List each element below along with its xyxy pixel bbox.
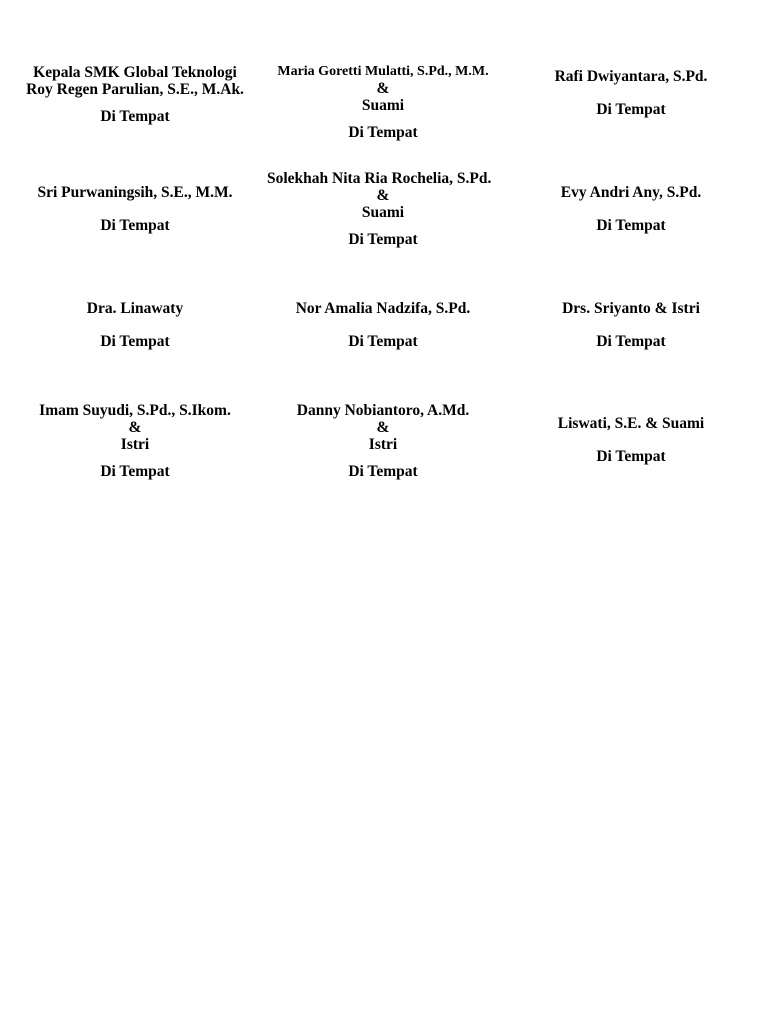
address-label — [259, 63, 507, 141]
recipient-ampersand: & — [128, 419, 142, 436]
recipient-place: Di Tempat — [348, 231, 418, 248]
recipient-partner: Suami — [361, 204, 405, 221]
recipient-place: Di Tempat — [100, 217, 170, 234]
recipient-place: Di Tempat — [596, 217, 666, 234]
recipient-place: Di Tempat — [100, 333, 170, 350]
recipient-partner: Suami — [361, 97, 405, 114]
recipient-name: Solekhah Nita Ria Rochelia, S.Pd. — [267, 170, 492, 187]
recipient-name: Drs. Sriyanto & Istri — [562, 300, 700, 317]
address-label — [11, 402, 259, 480]
recipient-ampersand: & — [376, 80, 390, 97]
recipient-place: Di Tempat — [348, 463, 418, 480]
recipient-name: Roy Regen Parulian, S.E., M.Ak. — [26, 81, 244, 98]
address-label — [507, 68, 755, 118]
recipient-place: Di Tempat — [348, 333, 418, 350]
recipient-name: Liswati, S.E. & Suami — [557, 415, 705, 432]
recipient-partner: Istri — [368, 436, 398, 453]
recipient-ampersand: & — [376, 419, 390, 436]
recipient-name: Nor Amalia Nadzifa, S.Pd. — [295, 300, 471, 317]
recipient-title: Kepala SMK Global Teknologi — [33, 64, 237, 81]
recipient-place: Di Tempat — [596, 448, 666, 465]
recipient-place: Di Tempat — [100, 108, 170, 125]
address-label — [507, 300, 755, 350]
address-label — [259, 300, 507, 350]
recipient-name: Maria Goretti Mulatti, S.Pd., M.M. — [277, 64, 489, 79]
address-label — [507, 415, 755, 465]
address-label — [507, 184, 755, 234]
recipient-name: Sri Purwaningsih, S.E., M.M. — [37, 184, 233, 201]
address-label — [11, 184, 259, 234]
recipient-ampersand: & — [376, 187, 390, 204]
recipient-name: Evy Andri Any, S.Pd. — [560, 184, 702, 201]
address-label — [11, 300, 259, 350]
recipient-place: Di Tempat — [596, 101, 666, 118]
address-label — [259, 170, 507, 248]
recipient-place: Di Tempat — [100, 463, 170, 480]
recipient-place: Di Tempat — [596, 333, 666, 350]
address-label — [11, 64, 259, 125]
recipient-name: Dra. Linawaty — [86, 300, 184, 317]
recipient-name: Rafi Dwiyantara, S.Pd. — [554, 68, 708, 85]
recipient-place: Di Tempat — [348, 124, 418, 141]
address-label — [259, 402, 507, 480]
recipient-name: Imam Suyudi, S.Pd., S.Ikom. — [39, 402, 231, 419]
recipient-partner: Istri — [120, 436, 150, 453]
recipient-name: Danny Nobiantoro, A.Md. — [296, 402, 470, 419]
